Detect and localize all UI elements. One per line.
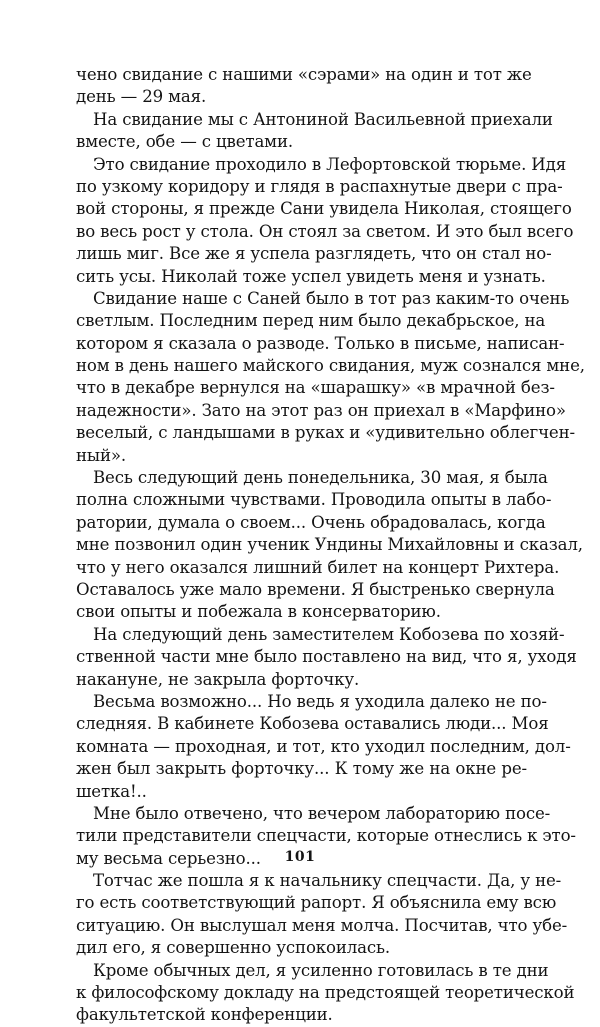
text-line: Тотчас же пошла я к начальнику спецчасти. Да, у не- xyxy=(93,871,562,891)
text-line: мне позвонил один ученик Ундины Михайловны и сказал, xyxy=(76,535,583,555)
text-line: ситуацию. Он выслушал меня молча. Посчитав, что убе- xyxy=(76,915,568,935)
text-line: ственной части мне было поставлено на вид, что я, уходя xyxy=(76,647,577,667)
page-number: 101 xyxy=(284,849,316,865)
text-line: Мне было отвечено, что вечером лабораторию посе- xyxy=(93,803,551,823)
text-line: светлым. Последним перед ним было декабрьское, на xyxy=(76,311,546,331)
text-line: Свидание наше с Саней было в тот раз каким-то очень xyxy=(93,288,570,308)
text-line: жен был закрыть форточку... К тому же на окне ре- xyxy=(76,759,527,779)
text-line: что у него оказался лишний билет на концерт Рихтера. xyxy=(76,557,560,577)
text-line: веселый, с ландышами в руках и «удивительно облегчен- xyxy=(76,423,575,443)
text-line: факультетской конференции. xyxy=(76,1005,333,1025)
text-line: сить усы. Николай тоже успел увидеть меня и узнать. xyxy=(76,266,546,286)
text-line: На следующий день заместителем Кобозева по хозяй- xyxy=(93,624,565,644)
text-line: му весьма серьезно... xyxy=(76,848,261,868)
text-line: ный». xyxy=(76,445,127,465)
text-line: го есть соответствующий рапорт. Я объяснила ему всю xyxy=(76,893,557,913)
text-line: ратории, думала о своем... Очень обрадовалась, когда xyxy=(76,512,546,532)
text-line: тили представители спецчасти, которые отнеслись к это- xyxy=(76,826,576,846)
text-line: Весь следующий день понедельника, 30 мая, я была xyxy=(93,468,548,488)
text-line: что в декабре вернулся на «шарашку» «в мрачной без- xyxy=(76,378,555,398)
text-line: накануне, не закрыла форточку. xyxy=(76,669,360,689)
text-line: по узкому коридору и глядя в распахнутые двери с пра- xyxy=(76,176,563,196)
text-line: вместе, обе — с цветами. xyxy=(76,132,293,152)
text-line: Кроме обычных дел, я усиленно готовилась в те дни xyxy=(93,960,549,980)
text-line: во весь рост у стола. Он стоял за светом. И это был всего xyxy=(76,221,574,241)
text-line: чено свидание с нашими «сэрами» на один и тот же xyxy=(76,65,532,84)
text-line: день — 29 мая. xyxy=(76,87,207,107)
text-line: к философскому докладу на предстоящей теоретической xyxy=(76,983,575,1003)
text-line: следняя. В кабинете Кобозева оставались люди... Моя xyxy=(76,714,549,734)
text-line: вой стороны, я прежде Сани увидела Николая, стоящего xyxy=(76,199,572,219)
text-line: лишь миг. Все же я успела разглядеть, что он стал но- xyxy=(76,244,552,264)
text-line: дил его, я совершенно успокоилась. xyxy=(76,938,391,958)
page-body xyxy=(76,64,585,1027)
text-line: котором я сказала о разводе. Только в письме, написан- xyxy=(76,333,565,353)
text-line: На свидание мы с Антониной Васильевной приехали xyxy=(93,109,553,129)
text-line: Это свидание проходило в Лефортовской тюрьме. Идя xyxy=(93,154,567,174)
text-line: свои опыты и побежала в консерваторию. xyxy=(76,602,441,622)
text-line: комната — проходная, и тот, кто уходил последним, дол- xyxy=(76,736,571,756)
text-line: Весьма возможно... Но ведь я уходила далеко не по- xyxy=(93,691,547,711)
text-line: Оставалось уже мало времени. Я быстренько свернула xyxy=(76,579,555,599)
text-line: ном в день нашего майского свидания, муж сознался мне, xyxy=(76,356,585,376)
text-line: надежности». Зато на этот раз он приехал в «Марфино» xyxy=(76,400,566,420)
text-line: шетка!.. xyxy=(76,781,147,801)
text-line: полна сложными чувствами. Проводила опыты в лабо- xyxy=(76,490,552,510)
